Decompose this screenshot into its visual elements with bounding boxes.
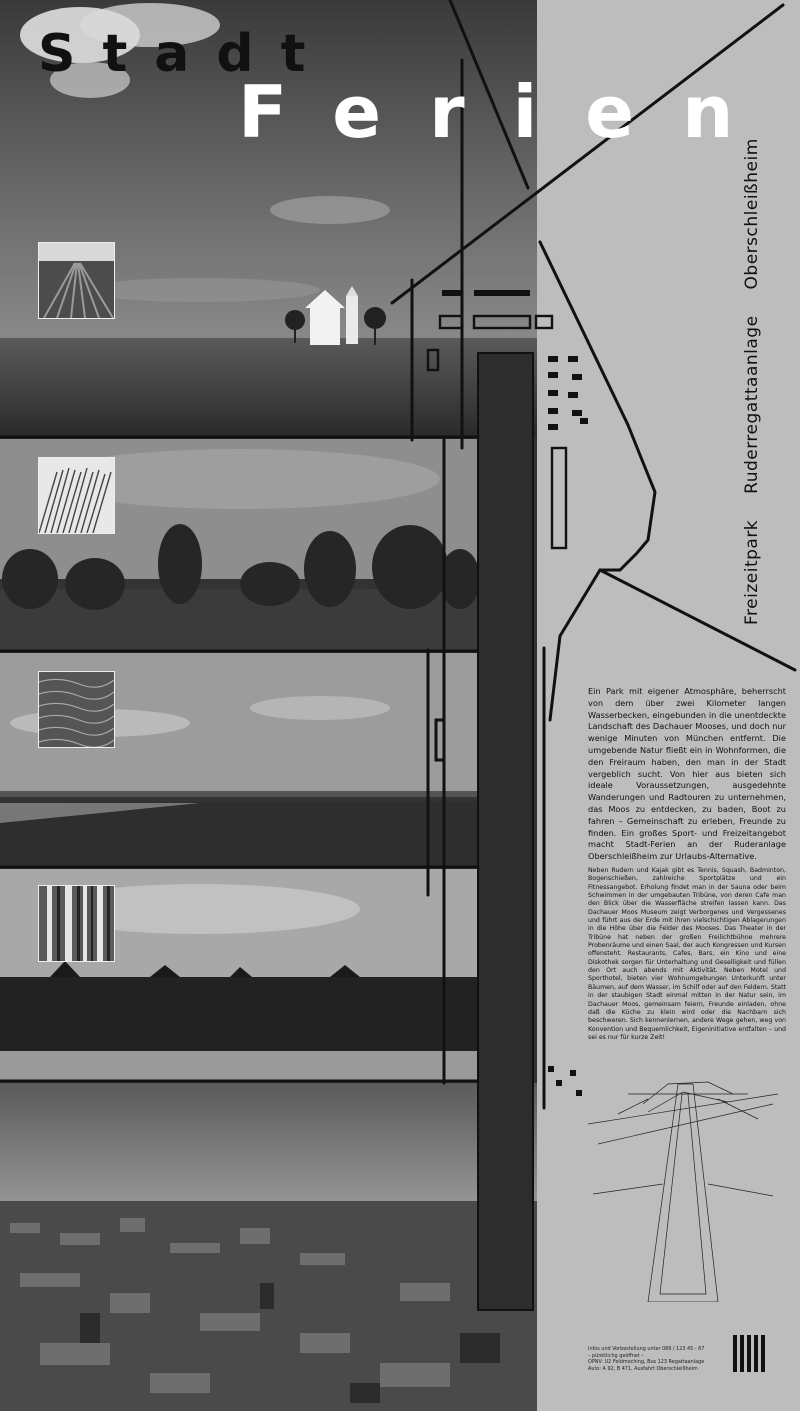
town-name: Oberschleißheim [742,138,762,290]
field-thumbnail [38,242,115,319]
city-aerial-photo [0,1083,537,1411]
park-name: Freizeitpark [742,519,762,625]
footer-transit: OPNV: U2 Feldmoching, Bus 123 Regattaanlage [588,1359,705,1366]
detail-paragraph: Neben Rudern und Kajak gibt es Tennis, Squash, Badminton, Bogenschießen, zahlreiche Sportplätze und ein Fitnessangebot. Erholung findet man in der Sauna oder beim Schwimmen in der umgebauten Tribüne, von deren Cafe man den Blick über die Wasserfläche streifen lassen kann. Das Dachauer Moos Museum zeigt Verborgenes und Vergessenes und führt aus der Erde mit ihren vielschichtigen Ablagerungen in die Höhe über die Felder des Mooses. Das Theater in der Tribüne hat neben der großen Freilichtbühne mehrere Probenräume und einen Saal, der auch Kongressen und Kursen offensteht. Restaurants, Cafes, Bars, ein Kino und eine Diskothek sorgen für Unterhaltung und Geselligkeit und füllen den Ort auch abends mit Aktivität. Neben Motel und Sporthotel, bieten vier Wohnumgebungen Unterkunft unter Bäumen, auf dem Wasser, im Schilf oder auf den Feldern. Statt in der staubigen Stadt einmal mitten in der Natur sein, im Dachauer Moos, gemeinsam feiern, Freunde einladen, ohne daß die Küche zu klein wird oder die Nachbarn sich beschweren. Sich kennenlernen, andere Wege gehen, weg von Konvention und Bequemlichkeit, Eigeninitiative entfalten – und sei es nur für kurze Zeit! [588,867,786,1041]
location-title [742,112,762,625]
canal-map-basin [477,352,534,1311]
intro-paragraph: Ein Park mit eigener Atmosphäre, beherrscht von dem über zwei Kilometer langen Wasserbecken, eingebunden in die unentdeckte Landschaft des Dachauer Mooses, und doch nur wenige Minuten von München entfernt. Die umgebende Natur fließt ein in Wohnformen, die den Freiraum haben, den man in der Stadt vergeblich sucht. Von hier aus bieten sich ideale Voraussetzungen, ausgedehnte Wanderungen und Radtouren zu unternehmen, das Moos zu entdecken, zu baden, Boot zu fahren – Gemeinschaft zu erleben, Freunde zu finden. Ein großes Sport- und Freizeitangebot macht Stadt-Ferien an der Ruderanlage Oberschleißheim zur Urlaubs-Alternative. [588,686,786,862]
footer-hours: – pünktlichg geöffnet – [588,1352,644,1359]
footer-phone: Infos und Vorbestellung unter 089 / 123 45 - 67 [588,1346,705,1352]
title-line-1: Stadt [38,24,333,84]
venue-name: Ruderregattaanlage [742,315,762,494]
reed-thumbnail [38,457,115,534]
footer-info [588,1346,730,1372]
water-thumbnail [38,671,115,748]
barcode-logo [733,1335,765,1372]
tower-sketch [588,1064,778,1302]
footer-car: Auto: A 92, B 471, Ausfahrt Oberschleißheim [588,1365,698,1372]
birch-thumbnail [38,885,115,962]
title-line-2: Ferien [238,70,782,154]
